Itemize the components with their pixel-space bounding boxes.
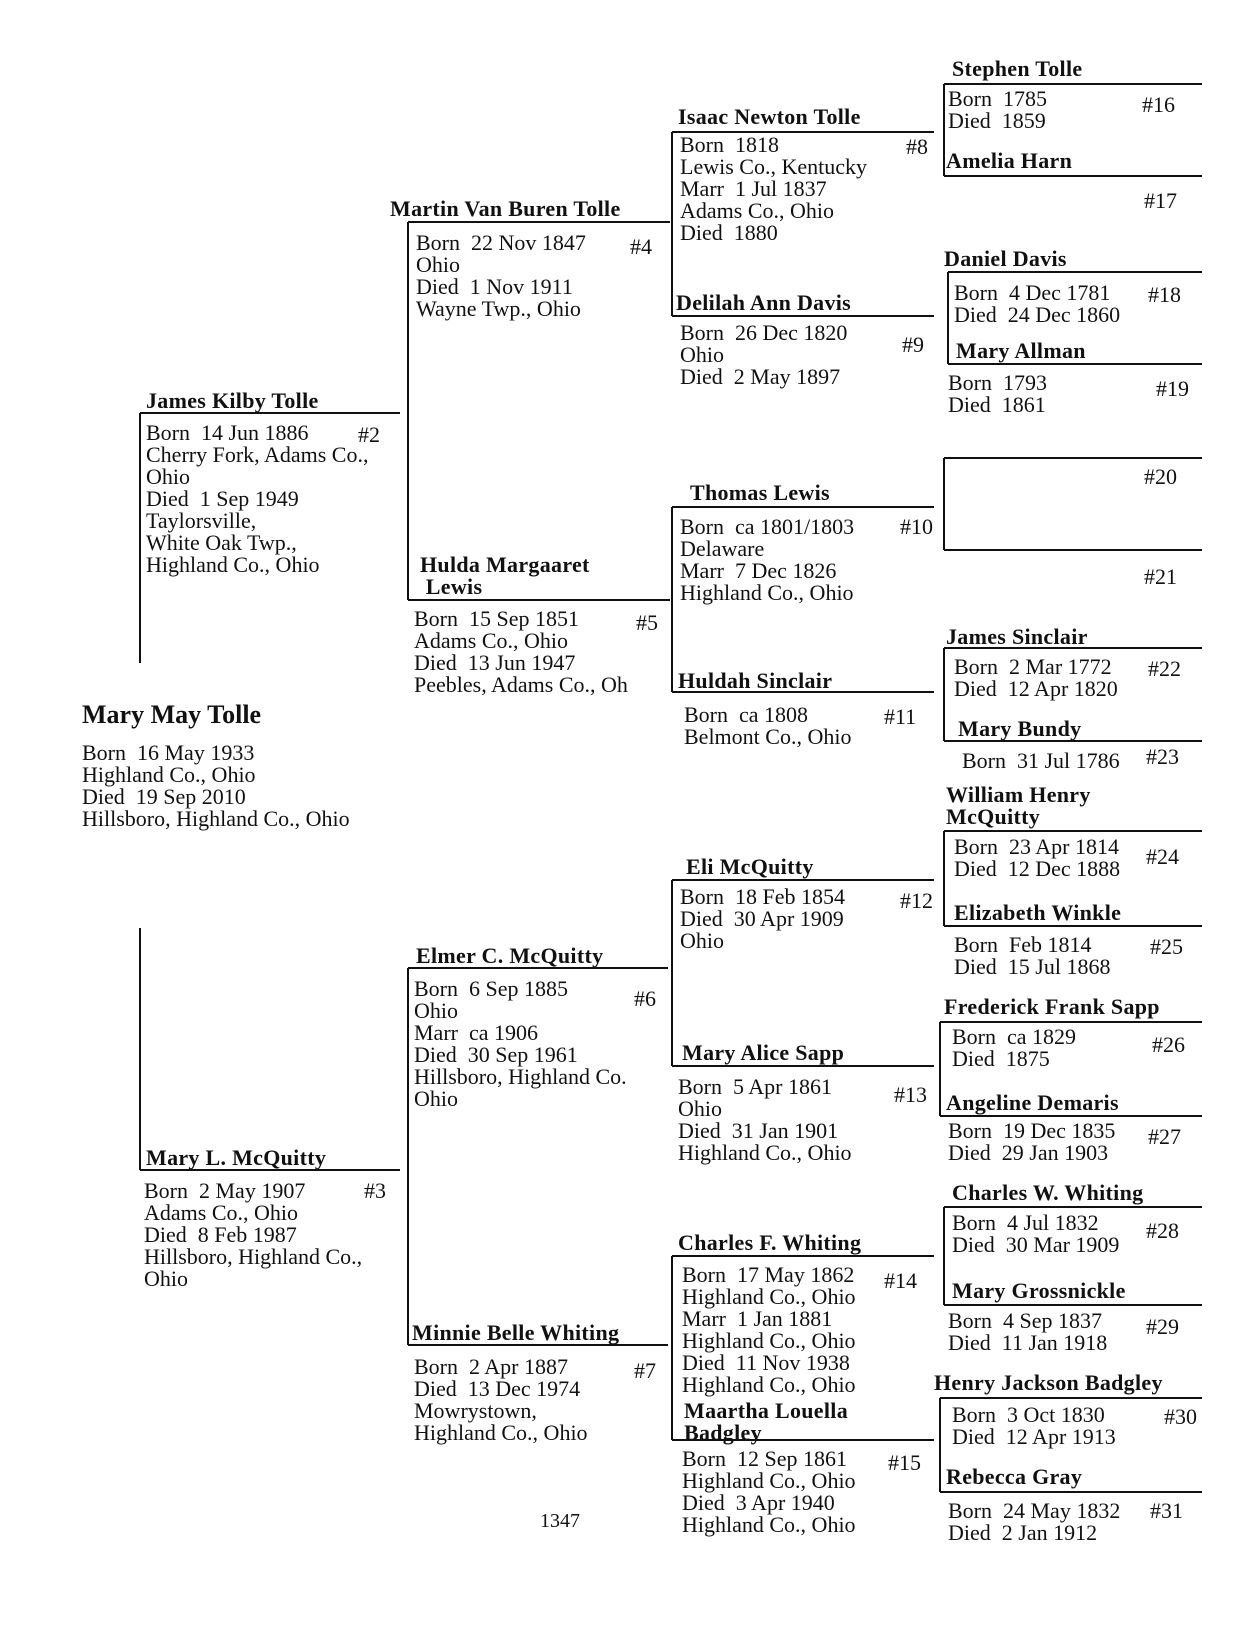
person-number-4: #4 [630,234,652,259]
person-name-26: Frederick Frank Sapp [944,994,1160,1019]
person-details-16: Born 1785 Died 1859 [948,86,1047,133]
root-person-details: Born 16 May 1933 Highland Co., Ohio Died 19 Sep 2010 Hillsboro, Highland Co., Ohio [82,740,350,831]
person-number-14: #14 [884,1268,917,1293]
person-name-28: Charles W. Whiting [952,1180,1144,1205]
person-details-18: Born 4 Dec 1781 Died 24 Dec 1860 [954,280,1121,327]
person-details-6: Born 6 Sep 1885 Ohio Marr ca 1906 Died 30 Sep 1961 Hillsboro, Highland Co. Ohio [414,976,627,1111]
person-name-17: Amelia Harn [946,148,1073,173]
person-details-26: Born ca 1829 Died 1875 [952,1024,1077,1071]
person-details-19: Born 1793 Died 1861 [948,370,1047,417]
person-details-9: Born 26 Dec 1820 Ohio Died 2 May 1897 [680,320,848,389]
person-name-30: Henry Jackson Badgley [934,1370,1163,1395]
person-name-10: Thomas Lewis [690,480,830,505]
person-name-24: William Henry McQuitty [946,782,1091,829]
person-name-5: Hulda Margaaret Lewis [420,552,590,599]
person-details-14: Born 17 May 1862 Highland Co., Ohio Marr 1 Jan 1881 Highland Co., Ohio Died 11 Nov 1938 Highland Co., Ohio [682,1262,856,1397]
person-name-9: Delilah Ann Davis [676,290,852,315]
person-number-8: #8 [906,134,928,159]
person-details-23: Born 31 Jul 1786 [962,748,1120,773]
person-details-4: Born 22 Nov 1847 Ohio Died 1 Nov 1911 Wayne Twp., Ohio [416,230,586,321]
person-details-27: Born 19 Dec 1835 Died 29 Jan 1903 [948,1118,1116,1165]
person-name-4: Martin Van Buren Tolle [390,196,621,221]
person-name-13: Mary Alice Sapp [682,1040,845,1065]
person-number-21: #21 [1144,564,1177,589]
person-name-7: Minnie Belle Whiting [412,1320,620,1345]
person-details-2: Born 14 Jun 1886 Cherry Fork, Adams Co., Ohio Died 1 Sep 1949 Taylorsville, White Oak Twp., Highland Co., Ohio [146,420,369,577]
person-number-9: #9 [902,332,924,357]
person-details-30: Born 3 Oct 1830 Died 12 Apr 1913 [952,1402,1116,1449]
person-name-23: Mary Bundy [958,716,1082,741]
person-number-3: #3 [364,1178,386,1203]
person-number-20: #20 [1144,464,1177,489]
person-name-11: Huldah Sinclair [678,668,833,693]
page-number: 1347 [540,1510,580,1532]
person-number-17: #17 [1144,188,1177,213]
person-number-29: #29 [1146,1314,1179,1339]
person-name-2: James Kilby Tolle [146,388,319,413]
person-number-7: #7 [634,1358,656,1383]
person-name-3: Mary L. McQuitty [146,1145,327,1170]
person-details-5: Born 15 Sep 1851 Adams Co., Ohio Died 13 Jun 1947 Peebles, Adams Co., Oh [414,606,628,697]
person-number-19: #19 [1156,376,1189,401]
person-details-25: Born Feb 1814 Died 15 Jul 1868 [954,932,1111,979]
person-number-25: #25 [1150,934,1183,959]
person-number-23: #23 [1146,744,1179,769]
person-name-8: Isaac Newton Tolle [678,104,861,129]
person-name-6: Elmer C. McQuitty [416,943,604,968]
person-details-7: Born 2 Apr 1887 Died 13 Dec 1974 Mowrystown, Highland Co., Ohio [414,1354,588,1445]
person-name-25: Elizabeth Winkle [954,900,1122,925]
person-number-6: #6 [634,986,656,1011]
person-number-22: #22 [1148,656,1181,681]
person-number-30: #30 [1164,1404,1197,1429]
person-name-22: James Sinclair [946,624,1088,649]
person-name-15: Maartha Louella Badgley [684,1398,848,1445]
person-details-10: Born ca 1801/1803 Delaware Marr 7 Dec 1826 Highland Co., Ohio [680,514,855,605]
person-details-12: Born 18 Feb 1854 Died 30 Apr 1909 Ohio [680,884,845,953]
person-name-12: Eli McQuitty [686,854,814,879]
person-details-22: Born 2 Mar 1772 Died 12 Apr 1820 [954,654,1118,701]
person-number-24: #24 [1146,844,1179,869]
person-number-12: #12 [900,888,933,913]
person-details-28: Born 4 Jul 1832 Died 30 Mar 1909 [952,1210,1120,1257]
person-number-2: #2 [358,422,380,447]
root-person-name: Mary May Tolle [82,700,262,729]
person-number-13: #13 [894,1082,927,1107]
person-name-27: Angeline Demaris [946,1090,1119,1115]
person-name-14: Charles F. Whiting [678,1230,862,1255]
person-details-29: Born 4 Sep 1837 Died 11 Jan 1918 [948,1308,1108,1355]
person-details-24: Born 23 Apr 1814 Died 12 Dec 1888 [954,834,1121,881]
person-details-8: Born 1818 Lewis Co., Kentucky Marr 1 Jul 1837 Adams Co., Ohio Died 1880 [680,132,867,245]
person-name-19: Mary Allman [956,338,1086,363]
person-name-29: Mary Grossnickle [952,1278,1126,1303]
person-number-10: #10 [900,514,933,539]
person-details-13: Born 5 Apr 1861 Ohio Died 31 Jan 1901 Highland Co., Ohio [678,1074,852,1165]
person-number-16: #16 [1142,92,1175,117]
person-number-26: #26 [1152,1032,1185,1057]
person-details-15: Born 12 Sep 1861 Highland Co., Ohio Died 3 Apr 1940 Highland Co., Ohio [682,1446,856,1537]
person-details-3: Born 2 May 1907 Adams Co., Ohio Died 8 Feb 1987 Hillsboro, Highland Co., Ohio [144,1178,363,1291]
person-number-18: #18 [1148,282,1181,307]
person-number-11: #11 [884,704,917,729]
person-name-31: Rebecca Gray [946,1464,1083,1489]
person-name-18: Daniel Davis [944,246,1067,271]
person-number-15: #15 [888,1450,921,1475]
person-number-31: #31 [1150,1498,1183,1523]
person-details-11: Born ca 1808 Belmont Co., Ohio [684,702,852,749]
person-details-31: Born 24 May 1832 Died 2 Jan 1912 [948,1498,1121,1545]
person-name-16: Stephen Tolle [952,56,1083,81]
person-number-27: #27 [1148,1124,1181,1149]
person-number-5: #5 [636,610,658,635]
person-number-28: #28 [1146,1218,1179,1243]
